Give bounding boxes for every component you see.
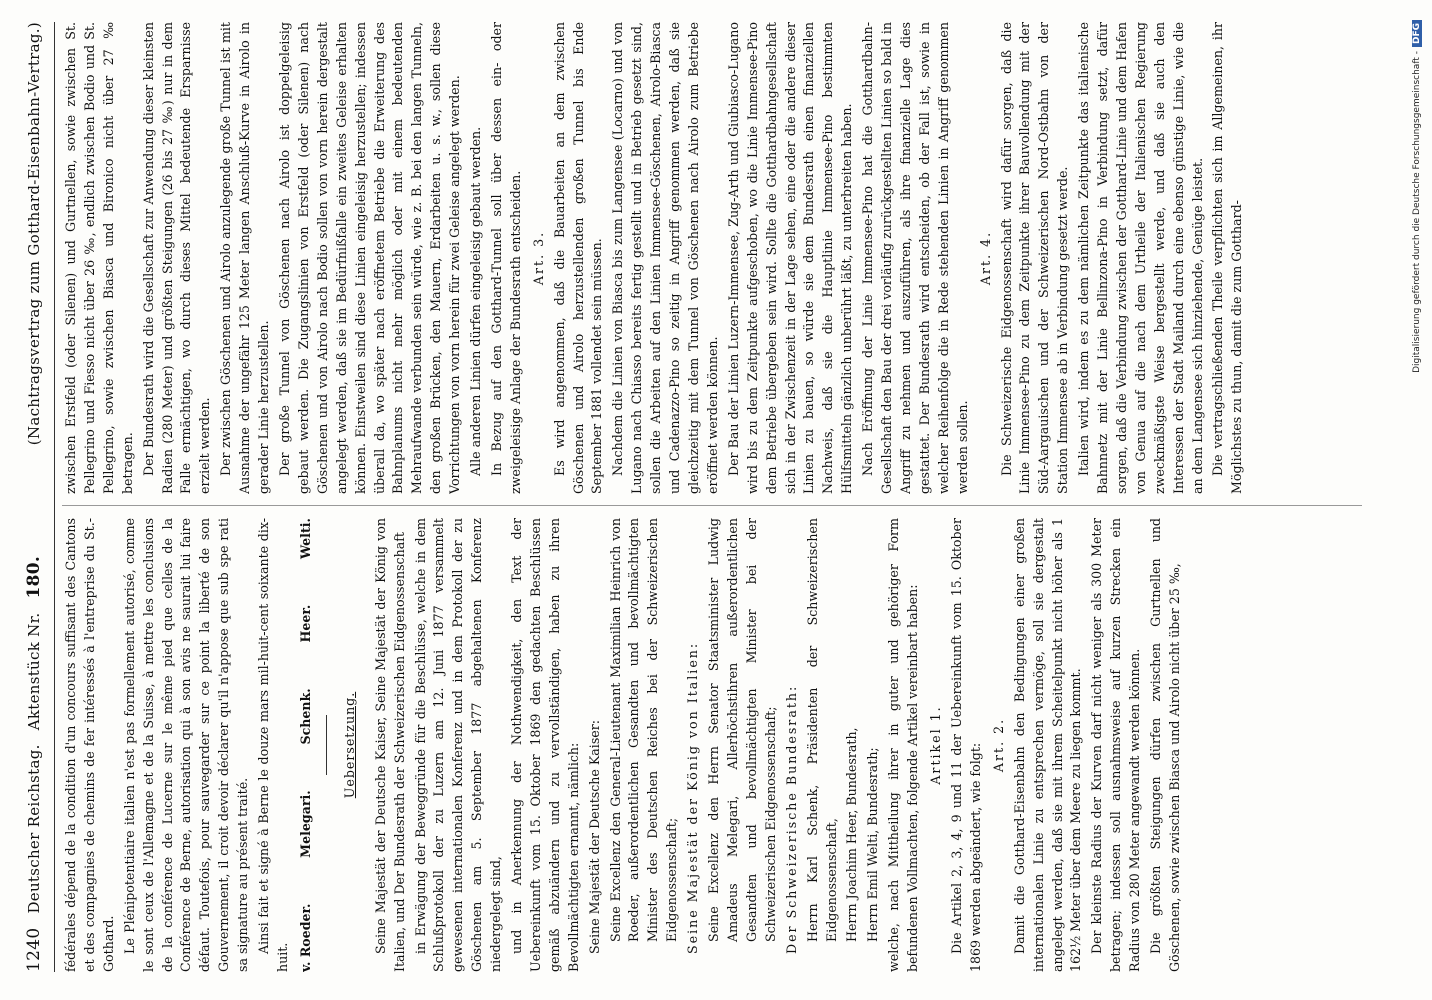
right-paragraph-4: Der große Tunnel von Göschenen nach Airolo ist doppelgeleisig gebaut werden. Die Zugangslinien von Erstfeld (oder Silenen) nach Göschenen und von Airolo nach Bodio sollen von vorn herein dergestalt angelegt werden, daß sie im Bedürfnißfalle ein zweites Geleise erhalten können. Einstweilen sind diese Linien eingeleisig herzustellen; indessen überall da, wo später nach eröffnetem Betriebe die Erweiterung des Bahnplanums nicht mehr möglich oder mit einem bedeutenden Mehraufwande verbunden sein würde, wie z. B. bei den langen Tunneln, den großen Brücken, den Mauern, Erdarbeiten u. s. w., sollen diese Vorrichtungen von vorn herein für zwei Geleise angelegt werden. — [276, 22, 463, 494]
right-paragraph-9: Der Bau der Linien Luzern-Immensee, Zug-Arth und Giubiasco-Lugano wird bis zu dem Zeitpunkte aufgeschoben, wo die Linie Immensee-Pino dem Betriebe übergeben sein wird. Sollte die Gotthardbahngesellschaft sich in der Zwischenzeit in der Lage sehen, eine oder die andere dieser Linien zu bauen, so würde sie dem Bundesrath einen finanziellen Nachweis, daß sie die Hauptlinie Immensee-Pino bestimmten Hülfsmitteln gänzlich unberührt läßt, zu unterbreiten haben. — [725, 22, 855, 494]
signature-schenk: Schenk. — [297, 688, 313, 745]
right-paragraph-6: In Bezug auf den Gotthard-Tunnel soll über dessen ein- oder zweigeleisige Anlage der Bundesrath entscheiden. — [488, 22, 523, 494]
french-paragraph-3: Ainsi fait et signé à Berne le douze mars mil-huit-cent soixante dix-huit. — [256, 518, 290, 972]
signature-roeder: v. Roeder. — [297, 903, 313, 972]
article-2-paragraph-1: Damit die Gotthard-Eisenbahn den Bedingungen einer großen internationalen Linie zu entsprechen vermöge, soll sie dergestalt angelegt werden, daß sie mit ihrem Scheitelpunkt nicht höher als 1 162½ Meter über dem Meere zu liegen kommt. — [1011, 518, 1084, 972]
right-paragraph-7: Es wird angenommen, daß die Bauarbeiten an dem zwischen Göschenen und Airolo herzustellenden großen Tunnel bis Ende September 1881 vollendet sein müssen. — [551, 22, 605, 494]
article-2-paragraph-3: Die größten Steigungen dürfen zwischen Gurtnellen und Göschenen, sowie zwischen Biasca und Airolo nicht über 25 ‰, — [1148, 518, 1182, 972]
plenipotentiary-welti: Herrn Emil Welti, Bundesrath; — [865, 747, 881, 942]
french-paragraph-1: fédérales dépend de la condition d'un concours suffisant des Cantons et des compagnies de chemins de fer intéressés à l'entreprise du St.-Gothard. — [63, 518, 116, 972]
left-column — [62, 518, 1402, 972]
signature-melegari: Melegari. — [297, 790, 313, 858]
dfg-logo: DFG — [1412, 20, 1422, 47]
plenipotentiary-bundesrath: Der Schweizerische Bundesrath: — [783, 684, 799, 954]
preamble-considering: in Erwägung der Beweggründe für die Beschlüsse, welche in dem Schlußprotokoll der zu Luzern am 12. Juni 1877 versammelt gewesenen internationalen Konferenz und in dem Protokoll der zu Göschenen am 5. September 1877 abgehaltenen Konferenz niedergelegt sind, — [412, 518, 504, 972]
section-divider — [326, 715, 327, 775]
plenipotentiary-heer: Herrn Joachim Heer, Bundesrath, — [844, 727, 860, 942]
right-paragraph-8: Nachdem die Linien von Biasca bis zum Langensee (Locarno) und von Lugano nach Chiasso bereits fertig gestellt und in Betrieb gesetzt sind, sollen die Arbeiten auf den Linien Immensee-Göschenen, Airolo-Biasca und Cadenazzo-Pino so zeitig in Angriff genommen werden, daß sie gleichzeitig mit dem Tunnel von Göschenen nach Airolo zum Betriebe eröffnet werden können. — [610, 22, 720, 494]
translation-title: Uebersetzung. — [341, 691, 357, 799]
stueck-label: Aktenstück Nr. — [25, 612, 43, 731]
page-header — [24, 22, 55, 972]
plenipotentiary-koenig: Seine Majestät der König von Italien: — [685, 641, 701, 954]
column-divider — [62, 505, 1362, 506]
right-paragraph-11: Die Schweizerische Eidgenossenschaft wird dafür sorgen, daß die Linie Immensee-Pino zu dem Zeitpunkte ihrer Bauvollendung mit der Süd-Aargauischen und der Schweizerischen Nord-Ostbahn von der Station Immensee ab in Verbindung gesetzt werde. — [998, 22, 1071, 494]
signature-line — [297, 518, 316, 972]
right-paragraph-3: Der zwischen Göschenen und Airolo anzulegende große Tunnel ist mit Ausnahme der ungefähr 125 Meter langen Anschluß-Kurve in Airolo in gerader Linie herzustellen. — [218, 22, 272, 494]
digitization-note-text: Digitalisierung gefördert durch die Deutsche Forschungsgemeinschaft - — [1412, 51, 1422, 373]
preamble-agreed: welche, nach Mittheilung ihrer in guter und gehöriger Form befundenen Vollmachten, folgende Artikel vereinbart haben: — [886, 518, 921, 972]
stueck-number: 180. — [24, 555, 44, 599]
plenipotentiary-kaiser: Seine Majestät der Deutsche Kaiser: — [586, 720, 602, 954]
right-paragraph-10: Nach Eröffnung der Linie Immensee-Pino hat die Gotthardbahn-Gesellschaft den Bau der drei vorläufig zurückgestellten Linien so bald in Angriff zu nehmen und auszuführen, als ihre finanzielle Lage dies gestattet. Der Bundesrath wird entscheiden, ob der Fall ist, sowie in welcher Reihenfolge die in Rede stehenden Linien in Angriff genommen werden sollen. — [860, 22, 970, 494]
signature-welti: Welti. — [297, 518, 313, 559]
preamble-recognition: und in Anerkennung der Nothwendigkeit, den Text der Uebereinkunft vom 15. Oktober 1869 den gedachten Beschlüssen gemäß abzuändern und zu vervollständigen, haben zu ihren Bevollmächtigten ernannt, nämlich: — [509, 518, 581, 972]
article-1-title: Artikel 1. — [928, 705, 944, 785]
right-paragraph-5: Alle anderen Linien dürfen eingeleisig gebaut werden. — [468, 126, 484, 476]
plenipotentiary-roeder: Seine Excellenz den General-Lieutenant Maximilian Heinrich von Roeder, außerordentlichen Gesandten und bevollmächtigten Minister des Deutschen Reiches bei der Schweizerischen Eidgenossenschaft; — [607, 518, 680, 942]
header-left — [24, 556, 44, 972]
right-paragraph-1: zwischen Erstfeld (oder Silenen) und Gurtnellen, sowie zwischen St. Pellegrino und Fiesso nicht über 26 ‰, endlich zwischen Bodio und St. Pellegrino, sowie zwischen Biasca und Bironico nicht über 27 ‰ betragen. — [63, 22, 135, 494]
right-column — [62, 22, 1402, 494]
right-paragraph-2: Der Bundesrath wird die Gesellschaft zur Anwendung dieser kleinsten Radien (280 Meter) und größten Steigungen (26 bis 27 ‰) nur in dem Falle ermächtigen, wo durch dieses Mittel bedeutende Ersparnisse erzielt werden. — [140, 22, 213, 494]
french-paragraph-2: Le Plénipotentiaire italien n'est pas formellement autorisé, comme le sont ceux de l'Allemagne et de la Suisse, à mettre les conclusions de la conférence de Lucerne sur le même pied que celles de la Conférence de Berne, autorisation qui à son avis ne saurait lui faire défaut. Toutefois, pour sauvegarder sur ce point la liberté de son Gouvernement, il croit devoir déclarer qu'il n'appose que sub spe rati sa signature au présent traité. — [121, 518, 251, 972]
article-3-title: Art. 3. — [530, 230, 546, 286]
preamble-parties: Seine Majestät der Deutsche Kaiser, Seine Majestät der König von Italien, und Der Bundesrath der Schweizerischen Eidgenossenschaft — [372, 518, 407, 972]
right-paragraph-12: Italien wird, indem es zu dem nämlichen Zeitpunkte das italienische Bahnnetz mit der Linie Bellinzona-Pino in Verbindung setzt, dafür sorgen, daß die Verbindung zwischen der Gotthard-Linie und dem Hafen von Genua auf die nach dem Urtheile der Italienischen Regierung zweckmäßigste Weise bergestellt werde, und daß sie auch den Interessen der Stadt Mailand durch eine ebenso günstige Linie, wie die an dem Langensee sich hinziehende, Genüge leistet. — [1076, 22, 1205, 494]
page-number: 1240 — [24, 927, 44, 972]
right-paragraph-13: Die vertragschließenden Theile verpflichten sich im Allgemeinen, ihr Möglichstes zu thun, damit die zum Gotthard- — [1210, 22, 1245, 494]
publication-name: Deutscher Reichstag. — [25, 744, 43, 914]
digitization-note — [1412, 20, 1430, 980]
article-2-title: Art. 2. — [990, 717, 1006, 773]
article-1-text: Die Artikel 2, 3, 4, 9 und 11 der Uebereinkunft vom 15. Oktober 1869 werden abgeändert, wie folgt: — [948, 518, 983, 972]
plenipotentiary-melegari: Seine Excellenz den Herrn Senator Staatsminister Ludwig Amadeus Melegari, Allerhöchstihren außerordentlichen Gesandten und bevollmächtigten Minister bei der Schweizerischen Eidgenossenschaft; — [706, 518, 778, 942]
article-2-paragraph-2: Der kleinste Radius der Kurven darf nicht weniger als 300 Meter betragen; indessen soll ausnahmsweise auf kurzen Strecken ein Radius von 280 Meter angewandt werden können. — [1089, 518, 1143, 972]
article-4-title: Art. 4. — [977, 230, 993, 286]
plenipotentiary-schenk: Herrn Karl Schenk, Präsidenten der Schweizerischen Eidgenossenschaft, — [804, 518, 839, 942]
signature-heer: Heer. — [297, 604, 313, 643]
running-title: (Nachtragsvertrag zum Gotthard-Eisenbahn-Vertrag.) — [25, 22, 43, 446]
